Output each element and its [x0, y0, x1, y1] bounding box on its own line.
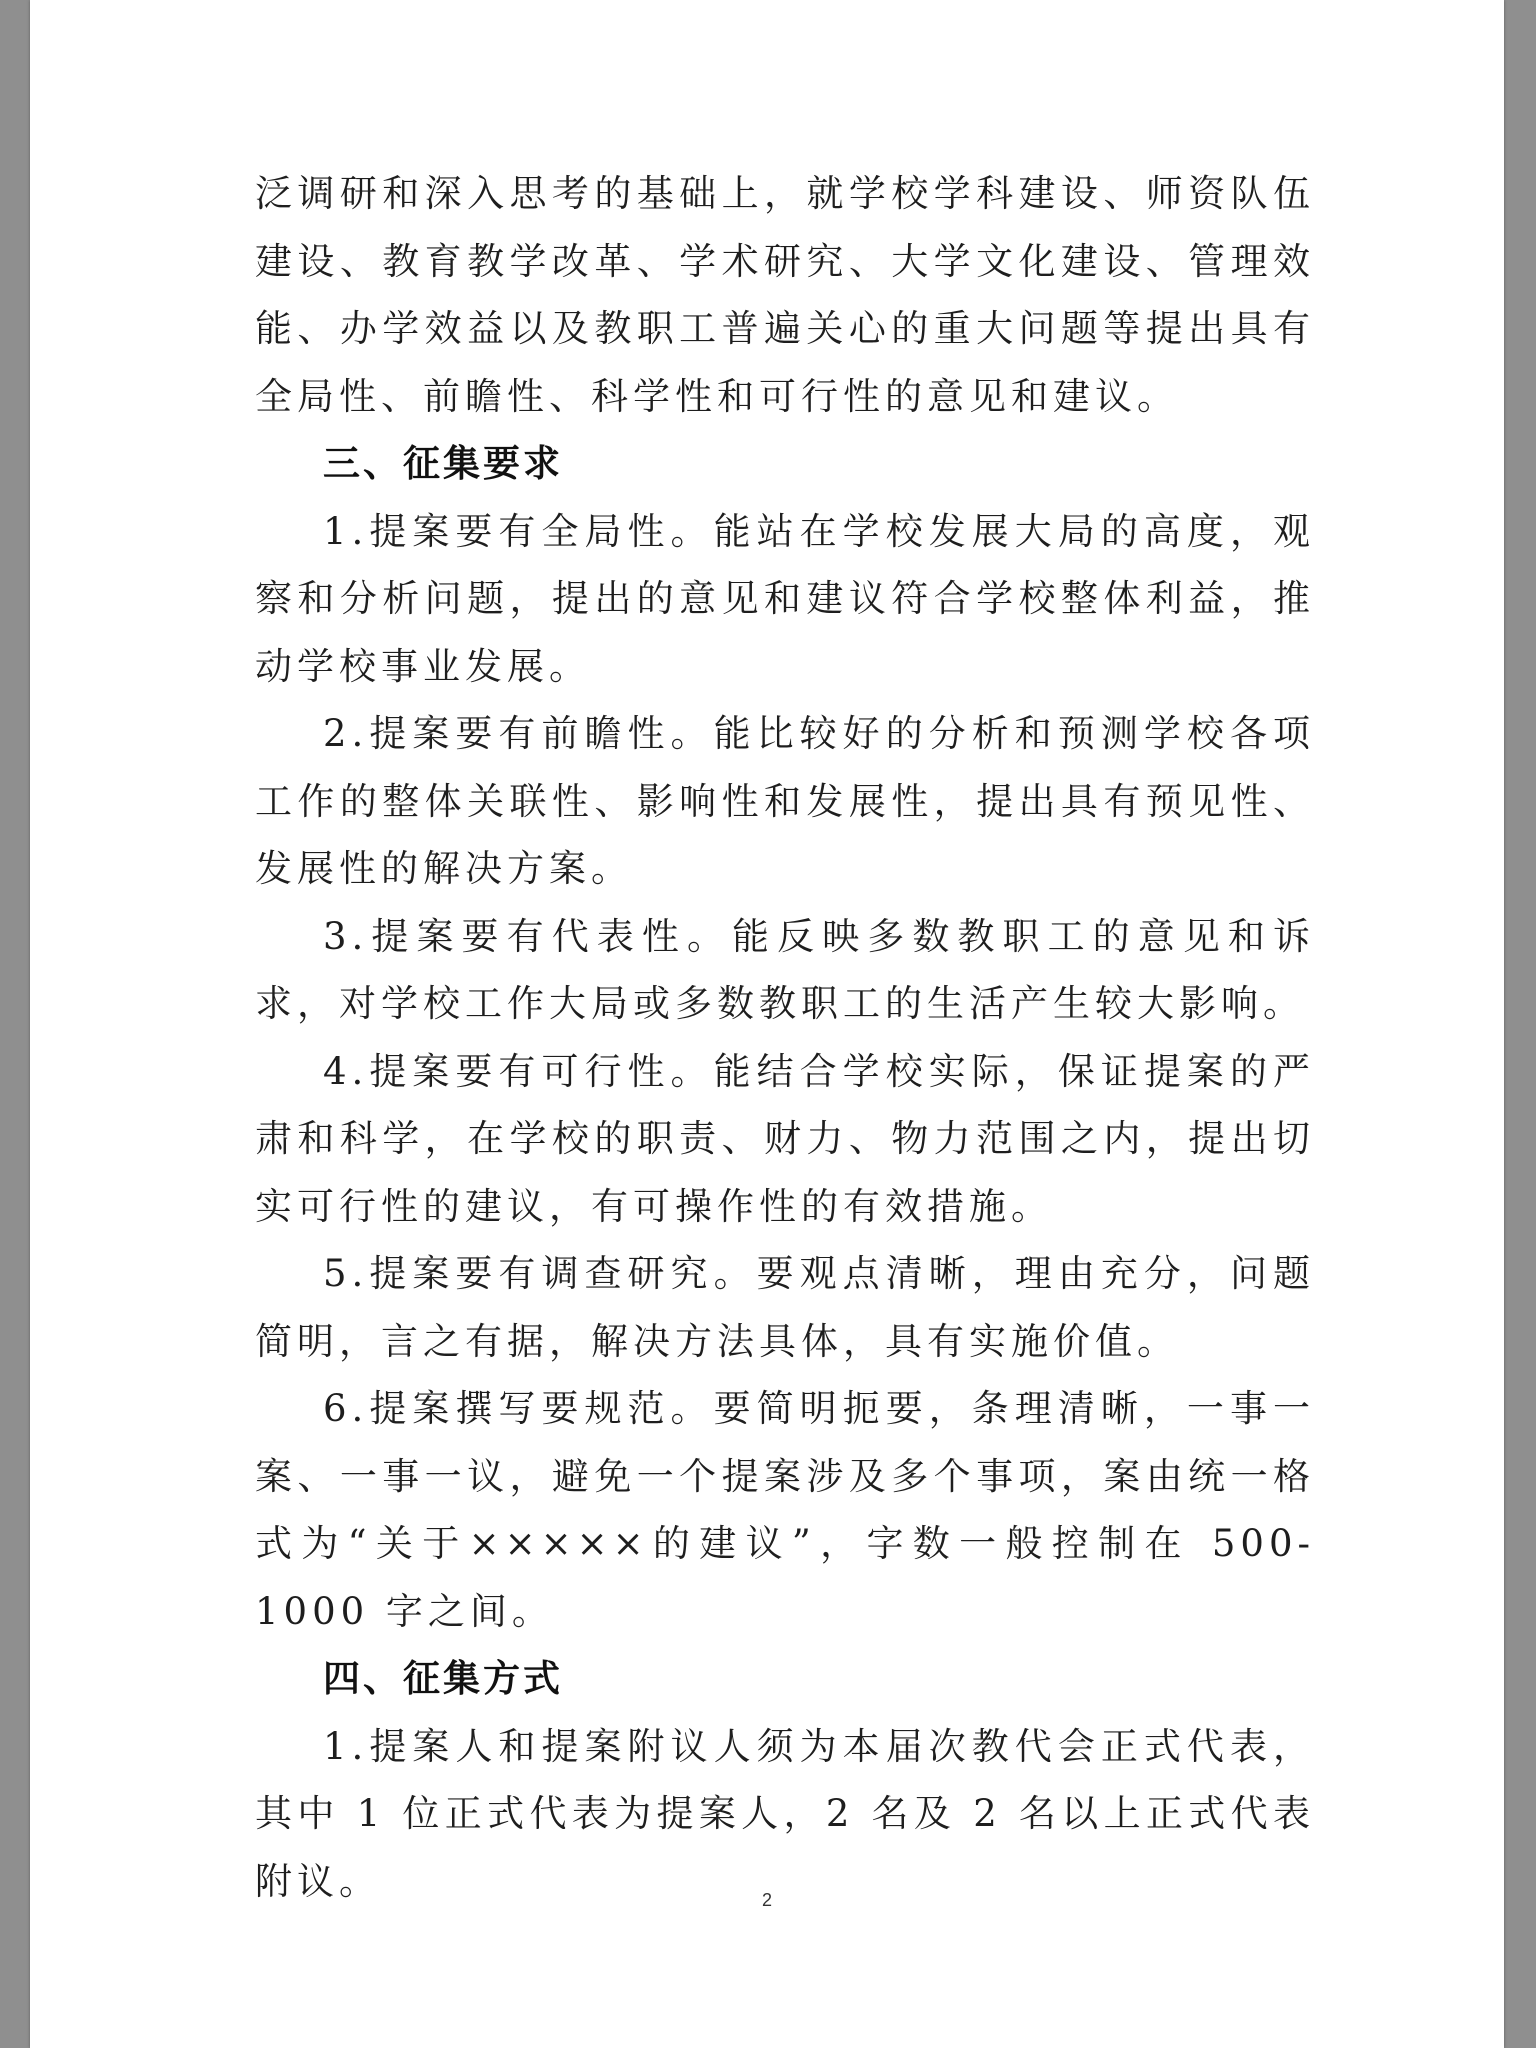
- page-number: 2: [761, 1890, 772, 1910]
- section-heading-method: 四、征集方式: [323, 1657, 563, 1700]
- requirement-item-1: 1.提案要有全局性。能站在学校发展大局的高度，观察和分析问题，提出的意见和建议符合学校整体利益，推动学校事业发展。: [255, 509, 1315, 688]
- requirement-item-6: 6.提案撰写要规范。要简明扼要，条理清晰，一事一案、一事一议，避免一个提案涉及多个事项，案由统一格式为“关于×××××的建议”，字数一般控制在 500-1000 字之间。: [255, 1387, 1315, 1633]
- page-content: [255, 160, 1315, 1915]
- method-item-1: 1.提案人和提案附议人须为本届次教代会正式代表，其中 1 位正式代表为提案人，2 名及 2 名以上正式代表附议。: [255, 1724, 1315, 1903]
- requirement-item-3: 3.提案要有代表性。能反映多数教职工的意见和诉求，对学校工作大局或多数教职工的生活产生较大影响。: [255, 914, 1315, 1025]
- intro-continuation-paragraph: 泛调研和深入思考的基础上，就学校学科建设、师资队伍建设、教育教学改革、学术研究、大学文化建设、管理效能、办学效益以及教职工普遍关心的重大问题等提出具有全局性、前瞻性、科学性和可行性的意见和建议。: [255, 172, 1315, 418]
- section-heading-requirements: 三、征集要求: [323, 442, 563, 485]
- requirement-item-2: 2.提案要有前瞻性。能比较好的分析和预测学校各项工作的整体关联性、影响性和发展性，提出具有预见性、发展性的解决方案。: [255, 712, 1315, 890]
- requirement-item-4: 4.提案要有可行性。能结合学校实际，保证提案的严肃和科学，在学校的职责、财力、物力范围之内，提出切实可行性的建议，有可操作性的有效措施。: [255, 1049, 1315, 1228]
- requirement-item-5: 5.提案要有调查研究。要观点清晰，理由充分，问题简明，言之有据，解决方法具体，具有实施价值。: [255, 1252, 1315, 1363]
- document-page: [30, 0, 1504, 2048]
